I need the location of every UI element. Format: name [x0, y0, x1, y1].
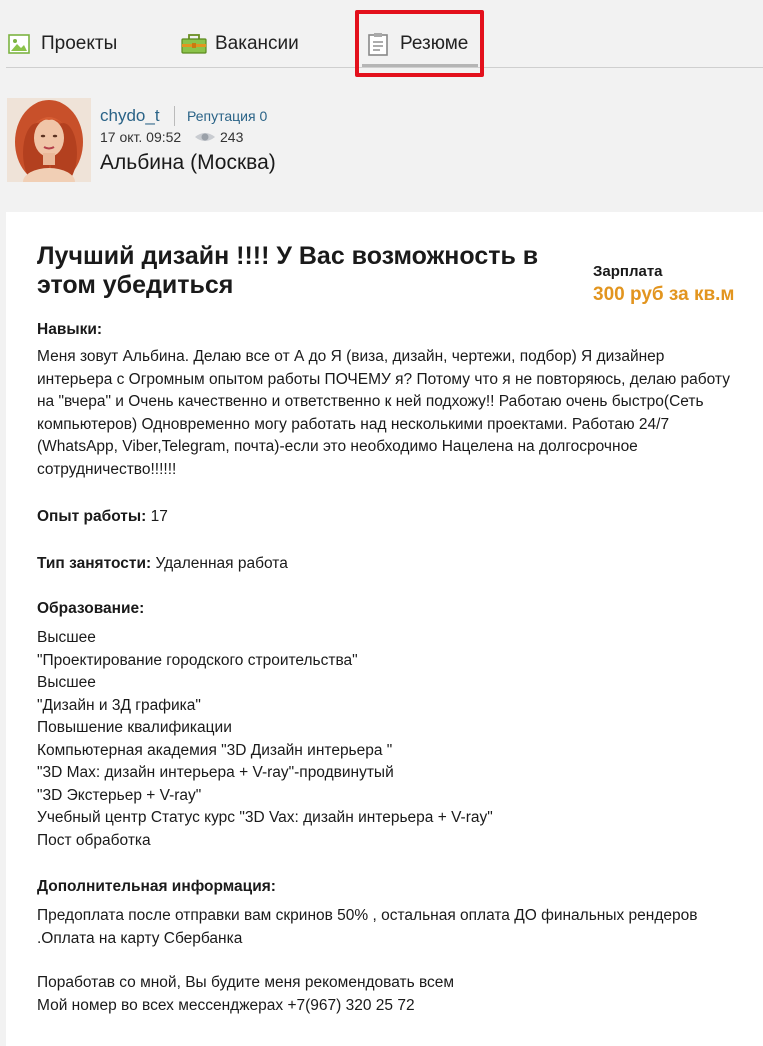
list-item: Повышение квалификации: [37, 719, 232, 736]
eye-icon: [194, 129, 216, 145]
list-item: "Проектирование городского строительства": [37, 651, 358, 669]
experience-row: [37, 506, 737, 529]
list-item: "3D Экстерьер + V-ray": [37, 786, 202, 804]
employment-row: [37, 553, 737, 576]
views-count: 243: [220, 129, 244, 145]
tab-vacancies-label: Вакансии: [215, 33, 299, 54]
username-link[interactable]: chydo_t: [100, 106, 160, 125]
image-icon: [7, 32, 31, 56]
avatar[interactable]: [7, 98, 91, 182]
author-header: [7, 98, 757, 188]
salary-label: Зарплата: [593, 263, 663, 280]
post-date: 17 окт. 09:52: [100, 129, 182, 145]
salary-value: 300 руб за кв.м: [593, 284, 735, 305]
employment-value: Удаленная работа: [151, 555, 288, 572]
list-item: Компьютерная академия "3D Дизайн интерьера ": [37, 741, 393, 759]
experience-label: Опыт работы:: [37, 508, 147, 525]
reputation-link[interactable]: Репутация 0: [187, 108, 268, 124]
skills-label: Навыки:: [37, 321, 103, 338]
additional-info-text: Предоплата после отправки вам скринов 50% , остальная оплата ДО финальных рендеров .Оплата на карту Сбербанка: [37, 907, 698, 947]
highlight-annotation-box: [355, 10, 484, 77]
list-item: "3D Max: дизайн интерьера + V-ray"-продвинутый: [37, 764, 394, 781]
tab-projects[interactable]: [7, 28, 117, 60]
resume-card: [6, 212, 763, 1046]
list-item: Высшее: [37, 674, 96, 691]
closing-text: [37, 972, 737, 1017]
employment-label: Тип занятости:: [37, 555, 152, 572]
experience-value: 17: [146, 508, 168, 525]
list-item: Высшее: [37, 629, 96, 646]
education-list: [37, 627, 737, 852]
tab-resume-label: Резюме: [400, 33, 469, 54]
list-item: "Дизайн и 3Д графика": [37, 696, 201, 714]
tab-projects-label: Проекты: [41, 33, 118, 54]
contact-line: Мой номер во всех мессенджерах +7(967) 320 25 72: [37, 996, 415, 1014]
skills-text: Меня зовут Альбина. Делаю все от А до Я (виза, дизайн, чертежи, подбор) Я дизайнер интерьера с Огромным опытом работы ПОЧЕМУ я? Потому что я не повторяюсь, делаю работу на "вчера" и Очень качественно и ответственно к ней подхожу!! Работаю очень быстро(Сеть компьютеров) Одновременно могу работать над несколькими проектами. Работаю 24/7 (WhatsApp, Viber,Telegram, почта)-если это необходимо Нацелена на долгосрочное сотрудничество!!!!!!: [37, 348, 730, 478]
author-name-city: Альбина (Москва): [100, 151, 276, 174]
top-tabs: [0, 0, 763, 70]
briefcase-icon: [181, 32, 205, 56]
divider: [174, 106, 175, 126]
tab-vacancies[interactable]: [181, 28, 299, 60]
additional-info-label: Дополнительная информация:: [37, 878, 276, 895]
list-item: Учебный центр Статус курс "3D Vax: дизайн интерьера + V-ray": [37, 809, 493, 826]
education-label: Образование:: [37, 600, 145, 617]
resume-title: Лучший дизайн !!!! У Вас возможность в этом убедиться: [37, 242, 539, 299]
closing-line: Поработав со мной, Вы будите меня рекомендовать всем: [37, 974, 455, 991]
list-item: Пост обработка: [37, 831, 151, 849]
